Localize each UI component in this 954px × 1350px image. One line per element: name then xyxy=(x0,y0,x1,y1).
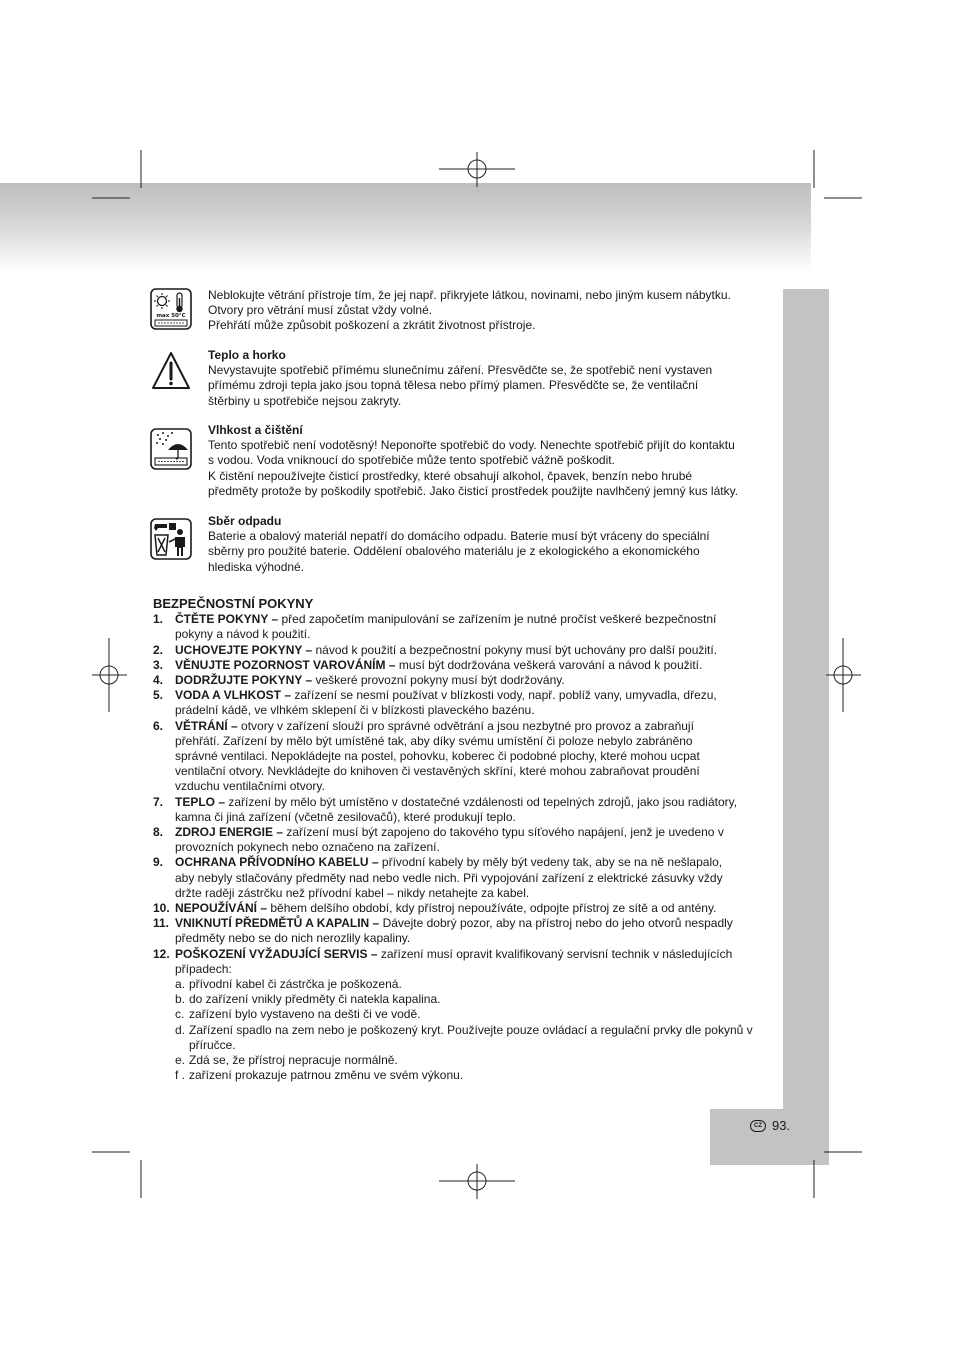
instruction-number: 5. xyxy=(153,688,164,703)
note-line: s vodou. Voda vniknoucí do spotřebiče může tento spotřebič vážně poškodit. xyxy=(208,453,615,468)
instruction-text: veškeré provozní pokyny musí být dodržovány. xyxy=(312,673,565,688)
instruction-text: zařízení by mělo být umístěno v dostatečné vzdálenosti od tepelných zdrojů, jako jsou radiátory, xyxy=(225,794,738,809)
instruction-text: kamna či jiná zařízení (včetně zesilovačů), které produkují teplo. xyxy=(175,809,516,824)
instruction-number: 1. xyxy=(153,612,164,627)
page-number xyxy=(750,1118,790,1133)
service-case-item xyxy=(175,1007,783,1022)
instruction-number: 9. xyxy=(153,855,164,870)
service-case-text: Zařízení spadlo na zem nebo je poškozený kryt. Používejte pouze ovládací a regulační prvky dle pokynů v příručce. xyxy=(189,1022,753,1052)
instruction-number: 7. xyxy=(153,794,164,809)
instruction-item xyxy=(153,719,783,795)
instruction-text: přívodní kabely by měly být vedeny tak, aby se na ně nešlapalo, xyxy=(378,855,723,870)
instruction-heading: TEPLO – xyxy=(175,794,226,809)
instruction-text: přehřátí. Zařízení by mělo být umístěné tak, aby díky svému umístění či poloze nebylo zabráněno xyxy=(175,733,693,748)
instruction-text: návod k použití a bezpečnostní pokyny musí být uchovány pro další použití. xyxy=(312,642,718,657)
instruction-heading: VĚTRÁNÍ – xyxy=(175,718,238,733)
note-line: Otvory pro větrání musí zůstat vždy volné. xyxy=(208,303,433,318)
instruction-heading: ZDROJ ENERGIE – xyxy=(175,825,284,840)
instruction-text: zařízení musí být zapojeno do takového typu síťového napájení, jenž je uvedeno v xyxy=(283,825,724,840)
side-band xyxy=(783,289,829,1109)
instruction-heading: POŠKOZENÍ VYŽADUJÍCÍ SERVIS – xyxy=(175,946,378,961)
page-number-text: 93. xyxy=(772,1118,791,1133)
service-case-letter: d. xyxy=(175,1022,186,1037)
note-line: Nevystavujte spotřebič přímému slunečnímu záření. Přesvědčte se, že spotřebič není vystaven xyxy=(208,363,713,378)
instruction-item xyxy=(153,795,783,825)
service-case-letter: c. xyxy=(175,1007,185,1022)
instruction-item xyxy=(153,612,783,642)
instruction-text: zařízení se nesmí používat v blízkosti vody, např. poblíž vany, umyvadla, dřezu, xyxy=(291,688,717,703)
service-case-letter: b. xyxy=(175,992,186,1007)
waste-note-text xyxy=(208,514,783,575)
instruction-text: aby nebyly stlačovány předměty nad nebo vedle nich. Při vypojování zařízení z elektrické zásuvky vždy xyxy=(175,870,723,885)
service-case-item xyxy=(175,1068,783,1083)
service-case-text: zařízení bylo vystaveno na dešti či ve vodě. xyxy=(189,1007,421,1022)
waste-disposal-icon xyxy=(150,518,192,560)
instruction-item xyxy=(153,901,783,916)
instruction-item xyxy=(153,658,783,673)
instruction-heading: NEPOUŽÍVÁNÍ – xyxy=(175,901,268,916)
instruction-text: provozních pokynech nebo označeno na zařízení. xyxy=(175,840,440,855)
instruction-heading: OCHRANA PŘÍVODNÍHO KABELU – xyxy=(175,855,379,870)
service-case-item xyxy=(175,1023,783,1053)
instruction-heading: VĚNUJTE POZORNOST VAROVÁNÍM – xyxy=(175,657,396,672)
instruction-number: 10. xyxy=(153,901,170,916)
instruction-text: prádelní kádě, ve vlhkém sklepení či v blízkosti plaveckého bazénu. xyxy=(175,703,535,718)
instruction-text: otvory v zařízení slouží pro správné odvětrání a jsou nezbytné pro provoz a zabraňují xyxy=(237,718,694,733)
heat-note-title: Teplo a horko xyxy=(208,348,286,362)
instruction-heading: ČTĚTE POKYNY – xyxy=(175,612,279,627)
instruction-number: 3. xyxy=(153,657,164,672)
service-case-letter: f . xyxy=(175,1068,186,1083)
instruction-text: během delšího období, kdy přístroj nepoužíváte, odpojte přístroj ze sítě a od antény. xyxy=(267,901,717,916)
instruction-item xyxy=(153,916,783,946)
note-line: Baterie a obalový materiál nepatří do domácího odpadu. Baterie musí být vráceny do speciální xyxy=(208,529,710,544)
note-line: předměty protože by poškodily spotřebič. Jako čisticí prostředek použijte navlhčený jemný kus látky. xyxy=(208,483,739,498)
note-line: hlediska výhodné. xyxy=(208,559,305,574)
note-line: Neblokujte větrání přístroje tím, že jej např. přikryjete látkou, novinami, nebo jiným kusem nábytku. xyxy=(208,288,731,302)
instruction-number: 12. xyxy=(153,946,170,961)
instruction-number: 4. xyxy=(153,673,164,688)
instruction-number: 8. xyxy=(153,825,164,840)
moisture-note-text xyxy=(208,423,783,499)
warning-triangle-icon xyxy=(150,350,192,392)
service-cases-list xyxy=(175,977,783,1083)
moisture-umbrella-icon xyxy=(150,428,192,470)
note-line: Přehřátí může způsobit poškození a zkrátit životnost přístroje. xyxy=(208,318,536,333)
service-case-item xyxy=(175,1053,783,1068)
instruction-text: před započetím manipulování se zařízením je nutné pročíst veškeré bezpečnostní xyxy=(278,612,717,627)
country-badge: CZ xyxy=(750,1120,766,1132)
service-case-item xyxy=(175,992,783,1007)
instructions-list xyxy=(153,612,783,977)
instruction-text: Dávejte dobrý pozor, aby na přístroj nebo do jeho otvorů nespadly xyxy=(379,916,733,931)
safety-instructions xyxy=(153,596,783,1084)
note-line: přímému zdroji tepla jako jsou topná tělesa nebo přímý plamen. Přesvědčte se, že ventilační xyxy=(208,378,699,393)
instruction-text: pokyny a návod k použití. xyxy=(175,627,311,642)
service-case-letter: a. xyxy=(175,977,186,992)
note-line: K čistění nepoužívejte čisticí prostředky, které obsahují alkohol, čpavek, benzín nebo hrubé xyxy=(208,468,693,483)
instruction-heading: VNIKNUTÍ PŘEDMĚTŮ A KAPALIN – xyxy=(175,916,380,931)
instruction-item xyxy=(153,643,783,658)
instruction-number: 6. xyxy=(153,718,164,733)
service-case-text: zařízení prokazuje patrnou změnu ve svém výkonu. xyxy=(189,1068,464,1083)
note-line: sběrny pro použité baterie. Oddělení obalového materiálu je z ekologického a ekonomického xyxy=(208,544,700,559)
instruction-heading: UCHOVEJTE POKYNY – xyxy=(175,642,313,657)
service-case-letter: e. xyxy=(175,1053,186,1068)
service-case-text: přívodní kabel či zástrčka je poškozená. xyxy=(189,977,402,992)
moisture-note-title: Vlhkost a čištění xyxy=(208,423,303,437)
instruction-text: případech: xyxy=(175,961,232,976)
instruction-item xyxy=(153,947,783,977)
svg-text:max 50°C: max 50°C xyxy=(156,313,186,319)
instruction-number: 11. xyxy=(153,916,170,931)
instruction-heading: VODA A VLHKOST – xyxy=(175,688,292,703)
instruction-item xyxy=(153,855,783,901)
instruction-item xyxy=(153,673,783,688)
service-case-text: do zařízení vnikly předměty či natekla kapalina. xyxy=(189,992,441,1007)
header-band xyxy=(0,183,811,271)
heat-note-text xyxy=(208,348,783,409)
waste-note-title: Sběr odpadu xyxy=(208,514,282,528)
instruction-text: vzduchu ventilačními otvory. xyxy=(175,779,325,794)
ventilation-note-text xyxy=(208,288,783,334)
note-line: Tento spotřebič není vodotěsný! Neponořte spotřebič do vody. Nenechte spotřebič přijít do kontaktu xyxy=(208,438,735,453)
max-temperature-icon xyxy=(150,288,192,330)
instruction-text: ventilační otvory. Nevkládejte do knihoven či vestavěných skříní, které mohou zabraňovat proudění xyxy=(175,764,700,779)
instruction-item xyxy=(153,825,783,855)
instruction-text: správné ventilaci. Nepokládejte na postel, pohovku, koberec či podobné plochy, které mohou ucpat xyxy=(175,749,700,764)
instruction-number: 2. xyxy=(153,642,164,657)
instructions-title: BEZPEČNOSTNÍ POKYNY xyxy=(153,596,314,611)
service-case-item xyxy=(175,977,783,992)
instruction-text: musí být dodržována veškerá varování a návod k použití. xyxy=(395,657,703,672)
instruction-text: předměty nebo se do nich nerozlily kapaliny. xyxy=(175,931,411,946)
instruction-item xyxy=(153,688,783,718)
service-case-text: Zdá se, že přístroj nepracuje normálně. xyxy=(189,1053,398,1068)
note-line: štěrbiny u spotřebiče nejsou zakryty. xyxy=(208,393,402,408)
instruction-text: držte raději zástrčku než přívodní kabel – nikdy netahejte za kabel. xyxy=(175,885,530,900)
instruction-text: zařízení musí opravit kvalifikovaný servisní technik v následujících xyxy=(377,946,733,961)
instruction-heading: DODRŽUJTE POKYNY – xyxy=(175,673,313,688)
